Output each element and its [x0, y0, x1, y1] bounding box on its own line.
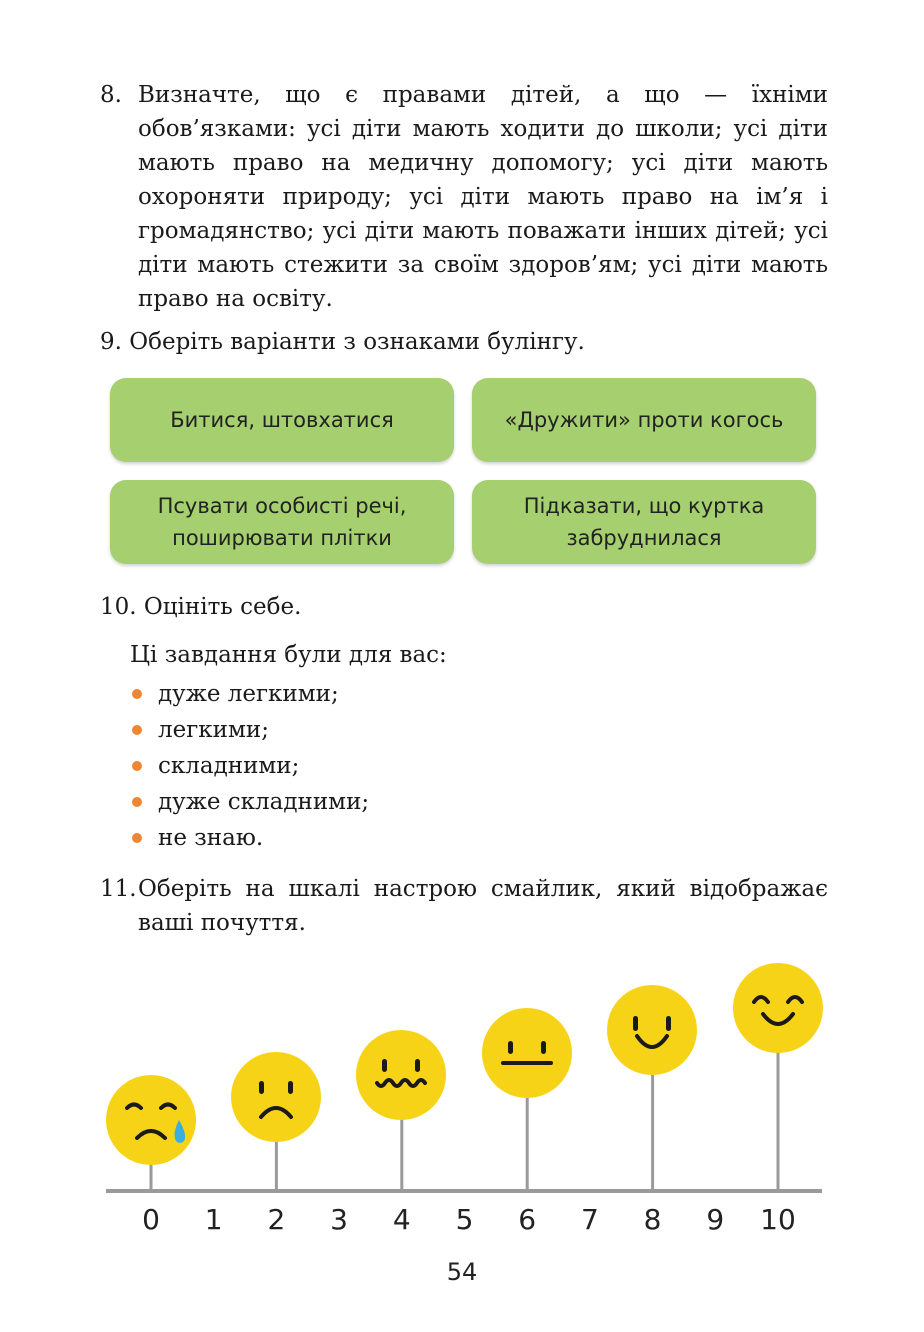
option-jacket-dirty-label: Підказати, що куртка забруднилася: [523, 494, 765, 550]
question-11-text: Оберіть на шкалі настрою смайлик, який відображає ваші почуття.: [138, 876, 828, 936]
page-number: 54: [446, 1258, 478, 1286]
question-8-text: Визначте, що є правами дітей, а що — їхніми обов’язками: усі діти мають ходити до школи; усі діти мають право на медичну допомогу; усі діти мають охороняти природу; усі діти мають право на ім’я і громадянство; усі діти мають поважати інших дітей; усі діти мають стежити за своїм здоров’ям; усі діти мають право на освіту.: [138, 82, 828, 312]
question-10-text: 10. Оцініть себе.: [100, 594, 302, 620]
sad-face-icon[interactable]: [231, 1052, 321, 1142]
bullet-dot-icon: [132, 761, 142, 771]
scale-tick-label: 5: [455, 1203, 474, 1236]
bullet-dot-icon: [132, 797, 142, 807]
question-9: [100, 325, 828, 359]
scale-tick-label: 2: [267, 1203, 286, 1236]
scale-tick-label: 1: [204, 1203, 223, 1236]
bullet-dot-icon: [132, 725, 142, 735]
list-item[interactable]: не знаю.: [130, 820, 369, 856]
option-jacket-dirty[interactable]: [472, 480, 816, 564]
self-assessment-subhead: Ці завдання були для вас:: [130, 642, 447, 668]
happy-face-icon[interactable]: [733, 963, 823, 1053]
option-damaging-belongings-label: Псувати особисті речі, поширювати плітки: [157, 494, 407, 550]
question-9-text: 9. Оберіть варіанти з ознаками булінгу.: [100, 329, 585, 355]
scale-tick-labels: [142, 1203, 796, 1236]
scale-tick-label: 6: [518, 1203, 537, 1236]
crying-face-icon[interactable]: [106, 1075, 196, 1165]
scale-tick-label: 3: [330, 1203, 349, 1236]
option-fighting[interactable]: Битися, штовхатися: [110, 378, 454, 462]
scale-tick-label: 0: [142, 1203, 160, 1236]
option-damaging-belongings[interactable]: [110, 480, 454, 564]
scale-tick-label: 9: [706, 1203, 725, 1236]
list-item[interactable]: легкими;: [130, 712, 369, 748]
self-assessment-list: [130, 676, 369, 856]
scale-tick-label: 7: [580, 1203, 599, 1236]
face-stems: [151, 1052, 778, 1191]
option-befriending-against[interactable]: «Дружити» проти когось: [472, 378, 816, 462]
question-11: [100, 872, 828, 940]
list-item[interactable]: складними;: [130, 748, 369, 784]
wavy-mouth-face-icon[interactable]: [356, 1030, 446, 1120]
scale-tick-label: 10: [760, 1203, 796, 1236]
list-item[interactable]: дуже легкими;: [130, 676, 369, 712]
bullet-dot-icon: [132, 833, 142, 843]
question-11-number: 11.: [100, 876, 137, 902]
neutral-face-icon[interactable]: [482, 1008, 572, 1098]
scale-tick-label: 8: [643, 1203, 662, 1236]
question-8-number: 8.: [100, 82, 122, 108]
bullet-dot-icon: [132, 689, 142, 699]
smiling-face-icon[interactable]: [607, 985, 697, 1075]
list-item[interactable]: дуже складними;: [130, 784, 369, 820]
scale-tick-label: 4: [392, 1203, 411, 1236]
question-8: [100, 78, 828, 316]
question-10: [100, 590, 828, 624]
